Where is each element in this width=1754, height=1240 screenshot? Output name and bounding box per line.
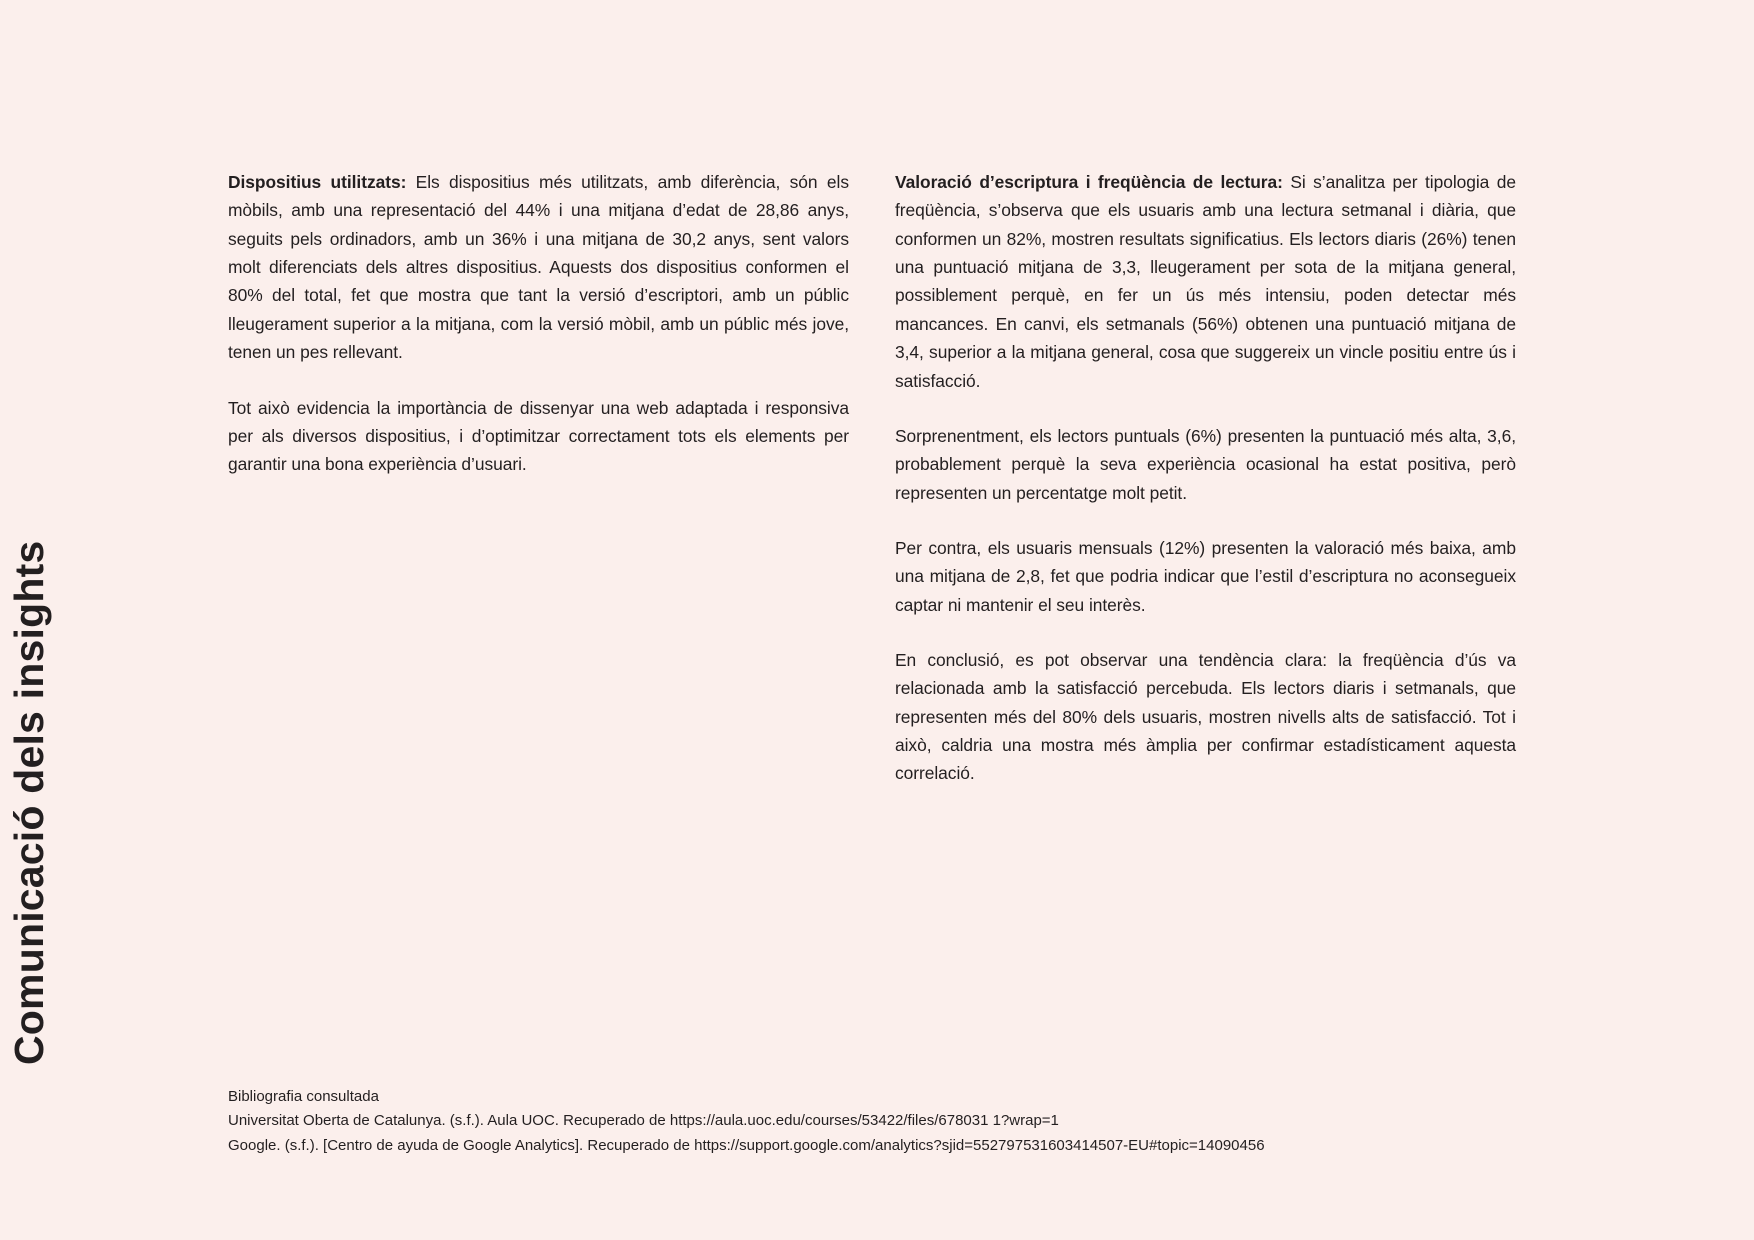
column-right xyxy=(895,168,1516,788)
paragraph-lead: Valoració d’escriptura i freqüència de lectura: xyxy=(895,172,1283,192)
paragraph-body: Sorprenentment, els lectors puntuals (6%) presenten la puntuació més alta, 3,6, probablement perquè la seva experiència ocasional ha estat positiva, però representen un percentatge molt petit. xyxy=(895,425,1516,503)
paragraph-body: En conclusió, es pot observar una tendència clara: la freqüència d’ús va relacionada amb la satisfacció percebuda. Els lectors diaris i setmanals, que representen més del 80% dels usuaris, mostren nivells alts de satisfacció. Tot i això, caldria una mostra més àmplia per confirmar estadísticament aquesta correlació. xyxy=(895,650,1516,784)
paragraph-body: Els dispositius més utilitzats, amb diferència, són els mòbils, amb una representació del 44% i una mitjana d’edat de 28,86 anys, seguits pels ordinadors, amb un 36% i una mitjana de 30,2 anys, sent valors molt diferenciats dels altres dispositius. Aquests dos dispositius conformen el 80% del total, fet que mostra que tant la versió d’escriptori, amb un públic lleugerament superior a la mitjana, com la versió mòbil, amb un públic més jove, tenen un pes rellevant. xyxy=(228,172,849,363)
body-columns xyxy=(228,168,1516,788)
page-title: Comunicació dels insights xyxy=(6,540,52,1065)
paragraph-responsive xyxy=(228,394,849,479)
paragraph-occasional-readers xyxy=(895,422,1516,507)
bibliography-entry-google: Google. (s.f.). [Centro de ayuda de Google Analytics]. Recuperado de https://support.google.com/analytics?sjid=552797531603414507-EU#topic=14090456 xyxy=(228,1136,1265,1154)
paragraph-reading-frequency xyxy=(895,168,1516,395)
paragraph-lead: Dispositius utilitzats: xyxy=(228,172,407,192)
side-title-container xyxy=(0,0,180,1240)
bibliography-heading: Bibliografia consultada xyxy=(228,1088,379,1105)
paragraph-body: Si s’analitza per tipologia de freqüència, s’observa que els usuaris amb una lectura setmanal i diària, que conformen un 82%, mostren resultats significatius. Els lectors diaris (26%) tenen una puntuació mitjana de 3,3, lleugerament per sota de la mitjana general, possiblement perquè, en fer un ús més intensiu, poden detectar més mancances. En canvi, els setmanals (56%) obtenen una puntuació mitjana de 3,4, superior a la mitjana general, cosa que suggereix un vincle positiu entre ús i satisfacció. xyxy=(895,172,1516,391)
bibliography xyxy=(228,1085,1528,1158)
column-left xyxy=(228,168,849,788)
paragraph-body: Tot això evidencia la importància de dissenyar una web adaptada i responsiva per als diversos dispositius, i d’optimitzar correctament tots els elements per garantir una bona experiència d’usuari. xyxy=(228,397,849,475)
paragraph-body: Per contra, els usuaris mensuals (12%) presenten la valoració més baixa, amb una mitjana de 2,8, fet que podria indicar que l’estil d’escriptura no aconsegueix captar ni mantenir el seu interès. xyxy=(895,537,1516,615)
paragraph-monthly-users xyxy=(895,534,1516,619)
paragraph-devices xyxy=(228,168,849,367)
bibliography-entry-uoc: Universitat Oberta de Catalunya. (s.f.). Aula UOC. Recuperado de https://aula.uoc.edu/courses/53422/files/678031 1?wrap=1 xyxy=(228,1112,1059,1130)
paragraph-conclusion xyxy=(895,646,1516,788)
